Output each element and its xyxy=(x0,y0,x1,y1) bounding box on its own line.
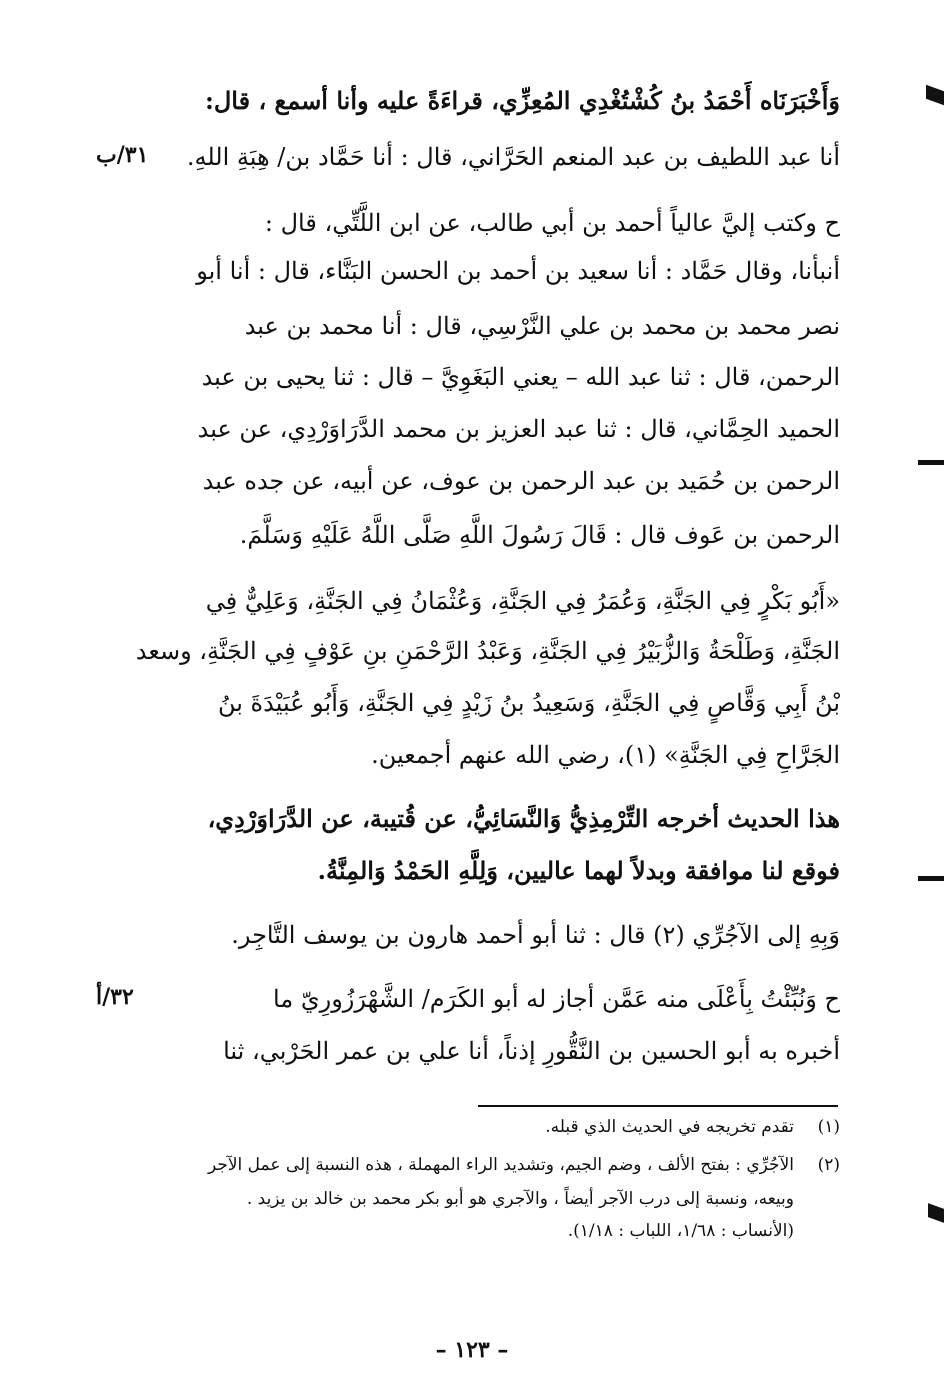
footnote-2-line-2: وبيعه، ونسبة إلى درب الآجر أيضاً ، والآجري هو أبو بكر محمد بن خالد بن يزيد . xyxy=(246,1189,794,1209)
text-line-2: أنا عبد اللطيف بن عبد المنعم الحَرَّاني، قال : أنا حَمَّاد بن/ هِبَةِ اللهِ. xyxy=(186,143,840,171)
text-line-8: الرحمن بن حُمَيد بن عبد الرحمن بن عوف، عن أبيه، عن جده عبد xyxy=(202,467,840,495)
text-line-13: ح وَنُبِّئْتُ بِأَعْلَى منه عَمَّن أجاز له أبو الكَرَم/ الشَّهْرَزُورِيّ ما xyxy=(273,985,840,1013)
footnote-1 xyxy=(150,1114,840,1140)
text-line-5: نصر محمد بن محمد بن علي النَّرْسِي، قال : أنا محمد بن عبد xyxy=(244,312,840,340)
text-line-9: الرحمن بن عَوف قال : قَالَ رَسُولَ اللَّهِ صَلَّى اللَّهُ عَلَيْهِ وَسَلَّمَ. xyxy=(239,521,840,549)
hadith-line-2: الجَنَّةِ، وَطَلْحَةُ وَالزُّبَيْرُ فِي الجَنَّةِ، وَعَبْدُ الرَّحْمَنِ بنِ عَوْفٍ فِي الجَنَّةِ، وسعد xyxy=(135,637,840,665)
footnote-2 xyxy=(150,1152,840,1178)
hadith-line-1: «أَبُو بَكْرٍ فِي الجَنَّةِ، وَعُمَرُ فِي الجَنَّةِ، وَعُثْمَانُ فِي الجَنَّةِ، وَعَلِيٌّ فِي xyxy=(205,587,840,615)
footnote-number: (١) xyxy=(817,1117,840,1137)
text-line-1: وَأَخْبَرَنَاه أَحْمَدُ بنُ كُشْتُغْدِي المُعِزِّي، قراءَةً عليه وأنا أسمع ، قال: xyxy=(205,86,840,115)
footnote-text: الآجُرِّي : بفتح الألف ، وضم الجيم، وتشديد الراء المهملة ، هذه النسبة إلى عمل الآجر xyxy=(207,1155,794,1175)
text-line-3: ح وكتب إليَّ عالياً أحمد بن أبي طالب، عن ابن اللَّتِّي، قال : xyxy=(264,209,840,237)
margin-folio-note: ٣٢/أ xyxy=(96,984,134,1010)
scan-edge-mark xyxy=(918,876,944,881)
footnote-2-line-3: (الأنساب : ١/٦٨، اللباب : ١/١٨). xyxy=(567,1221,794,1241)
text-line-11: فوقع لنا موافقة وبدلاً لهما عاليين، وَلِلَّهِ الحَمْدُ وَالمِنَّةُ. xyxy=(317,856,840,885)
footnote-number: (٢) xyxy=(817,1155,840,1175)
text-line-6: الرحمن، قال : ثنا عبد الله – يعني البَغَوِيَّ – قال : ثنا يحيى بن عبد xyxy=(201,363,840,391)
text-line-10: هذا الحديث أخرجه التِّرْمِذِيُّ وَالنَّسَائِيُّ، عن قُتيبة، عن الدَّرَاوَرْدِي، xyxy=(207,804,840,833)
footnote-text: تقدم تخريجه في الحديث الذي قبله. xyxy=(545,1117,794,1137)
text-line-4: أنبأنا، وقال حَمَّاد : أنا سعيد بن أحمد بن الحسن البَنَّاء، قال : أنا أبو xyxy=(196,257,840,285)
hadith-line-4: الجَرَّاحِ فِي الجَنَّةِ» (١)، رضي الله عنهم أجمعين. xyxy=(371,741,840,769)
page-number: – ١٢٣ – xyxy=(435,1337,509,1363)
scan-edge-mark xyxy=(918,460,944,465)
text-line-12: وَبِهِ إلى الآجُرِّي (٢) قال : ثنا أبو أحمد هارون بن يوسف التَّاجِر. xyxy=(231,921,840,949)
margin-folio-note: ٣١/ب xyxy=(96,142,149,168)
text-line-14: أخبره به أبو الحسين بن النَّقُّورِ إذناً، أنا علي بن عمر الحَرْبي، ثنا xyxy=(223,1037,840,1065)
hadith-line-3: بْنُ أَبِي وَقَّاصٍ فِي الجَنَّةِ، وَسَعِيدُ بنُ زَيْدٍ فِي الجَنَّةِ، وَأَبُو عُبَيْدَةَ بنُ xyxy=(217,689,840,717)
footnote-separator xyxy=(478,1105,838,1107)
scan-edge-mark xyxy=(926,85,944,106)
text-line-7: الحميد الحِمَّاني، قال : ثنا عبد العزيز بن محمد الدَّرَاوَرْدِي، عن عبد xyxy=(197,415,840,443)
scan-edge-mark xyxy=(928,1203,944,1223)
